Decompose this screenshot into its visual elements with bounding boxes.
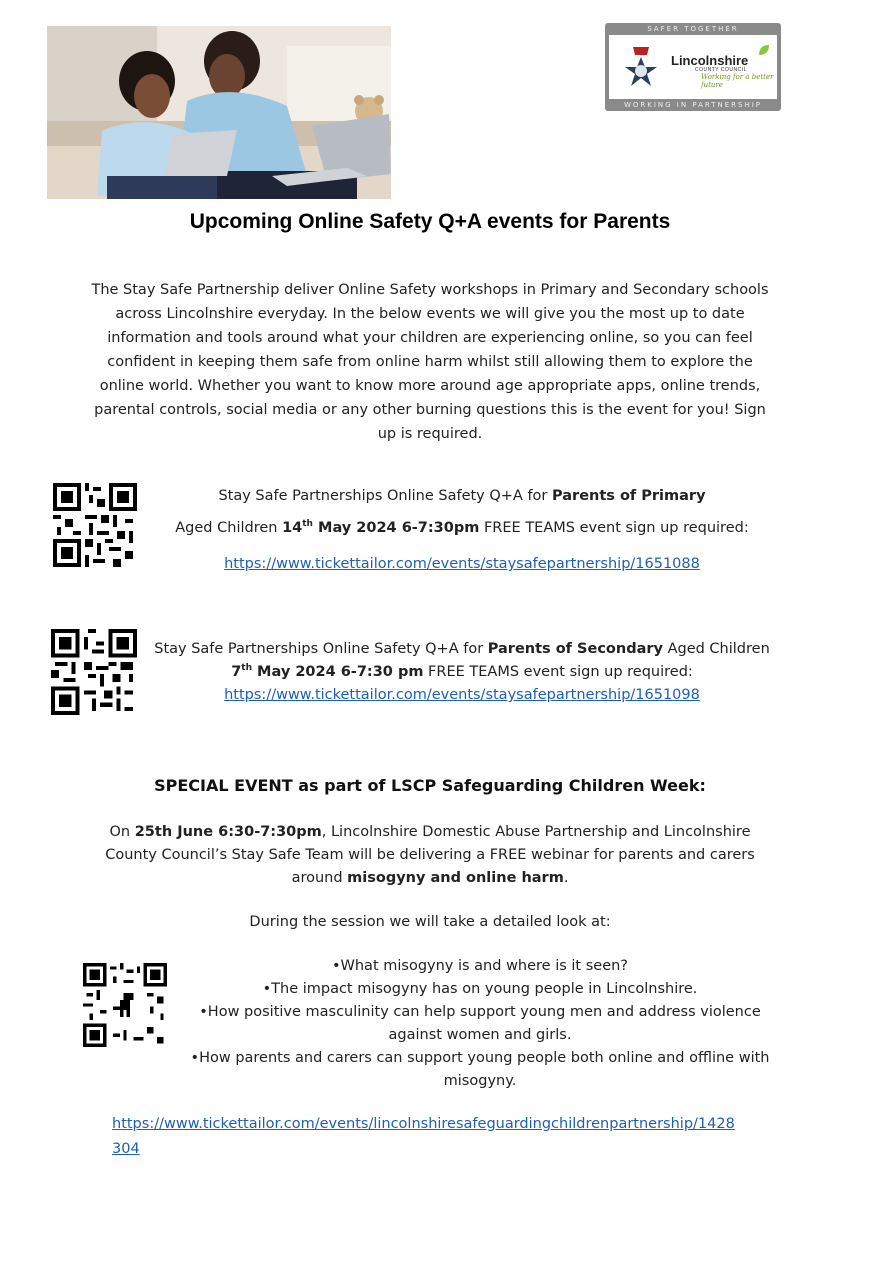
leaf-icon <box>757 43 771 57</box>
event-primary-line2-post: FREE TEAMS event sign up required: <box>479 520 749 536</box>
logo-tagline: Working for a better future <box>701 73 774 89</box>
bullet-item: •How positive masculinity can help support young men and address violence against women and girls. <box>199 1004 761 1043</box>
special-link-line2[interactable]: 304 <box>112 1141 140 1157</box>
special-bullet-list <box>185 955 775 1093</box>
page-title: Upcoming Online Safety Q+A events for Parents <box>189 210 671 233</box>
logo-bottom-band: WORKING IN PARTNERSHIP <box>623 101 763 109</box>
event-primary-line1: Stay Safe Partnerships Online Safety Q+A for <box>218 488 553 504</box>
special-p-mid: , Lincolnshire Domestic Abuse Partnership and Lincolnshire County Council’s Stay Safe Team will be delivering a FREE webinar for parents and carers around <box>105 824 755 886</box>
special-p-end: . <box>563 870 569 886</box>
special-lead: During the session we will take a detailed look at: <box>249 914 611 930</box>
event-secondary-line1-post: Aged Children <box>662 641 770 657</box>
intro-paragraph: The Stay Safe Partnership deliver Online Safety workshops in Primary and Secondary schools across Lincolnshire everyday. In the below events we will give you the most up to date information and tools around what your children are experiencing online, so you can feel confident in keeping them safe from online harm whilst still allowing them to explore the online world. Whether you want to know more around age appropriate apps, online trends, parental controls, social media or any other burning questions this is the event for you! Sign up is required. <box>91 282 769 442</box>
special-topic: misogyny and online harm <box>347 870 564 886</box>
special-date: 25th June 6:30-7:30pm <box>134 824 322 840</box>
hero-photo <box>47 26 391 199</box>
event-primary-audience: Parents of Primary <box>552 488 706 504</box>
logo-name: Lincolnshire <box>671 53 749 68</box>
event-secondary-line2-post: FREE TEAMS event sign up required: <box>423 664 693 680</box>
event-primary-text <box>160 480 764 544</box>
bullet-item: •How parents and carers can support young people both online and offline with misogyny. <box>190 1050 770 1089</box>
logo-sub: COUNTY COUNCIL <box>695 67 747 73</box>
bullet-item: •What misogyny is and where is it seen? <box>331 958 629 974</box>
special-link[interactable] <box>112 1111 802 1161</box>
bullet-item: •The impact misogyny has on young people in Lincolnshire. <box>262 981 698 997</box>
event-secondary-day-suffix: th <box>241 663 252 674</box>
special-p-pre: On <box>109 824 135 840</box>
special-link-line1[interactable]: https://www.tickettailor.com/events/lincolnshiresafeguardingchildrenpartnership/1428 <box>112 1116 735 1132</box>
lincolnshire-logo <box>605 23 781 111</box>
event-primary-line2-pre: Aged Children <box>175 520 283 536</box>
event-primary-day: 14 <box>282 520 303 536</box>
police-star-icon <box>619 43 663 93</box>
event-secondary-link[interactable]: https://www.tickettailor.com/events/staysafepartnership/1651098 <box>224 687 700 703</box>
qr-code-special[interactable] <box>83 963 167 1047</box>
qr-code-primary[interactable] <box>53 483 137 567</box>
event-primary-date: May 2024 6-7:30pm <box>312 520 480 536</box>
event-secondary-date: May 2024 6-7:30 pm <box>252 664 424 680</box>
event-secondary-text <box>150 638 774 707</box>
qr-code-secondary[interactable] <box>51 629 137 715</box>
event-secondary-audience: Parents of Secondary <box>487 641 663 657</box>
special-event-heading: SPECIAL EVENT as part of LSCP Safeguarding Children Week: <box>154 776 706 795</box>
event-secondary-line1: Stay Safe Partnerships Online Safety Q+A for <box>154 641 488 657</box>
event-primary-day-suffix: th <box>302 519 313 530</box>
logo-top-band: SAFER TOGETHER <box>647 25 739 33</box>
event-primary-link[interactable]: https://www.tickettailor.com/events/staysafepartnership/1651088 <box>224 556 700 572</box>
event-secondary-day: 7 <box>231 664 242 680</box>
special-event-paragraph <box>95 821 765 890</box>
